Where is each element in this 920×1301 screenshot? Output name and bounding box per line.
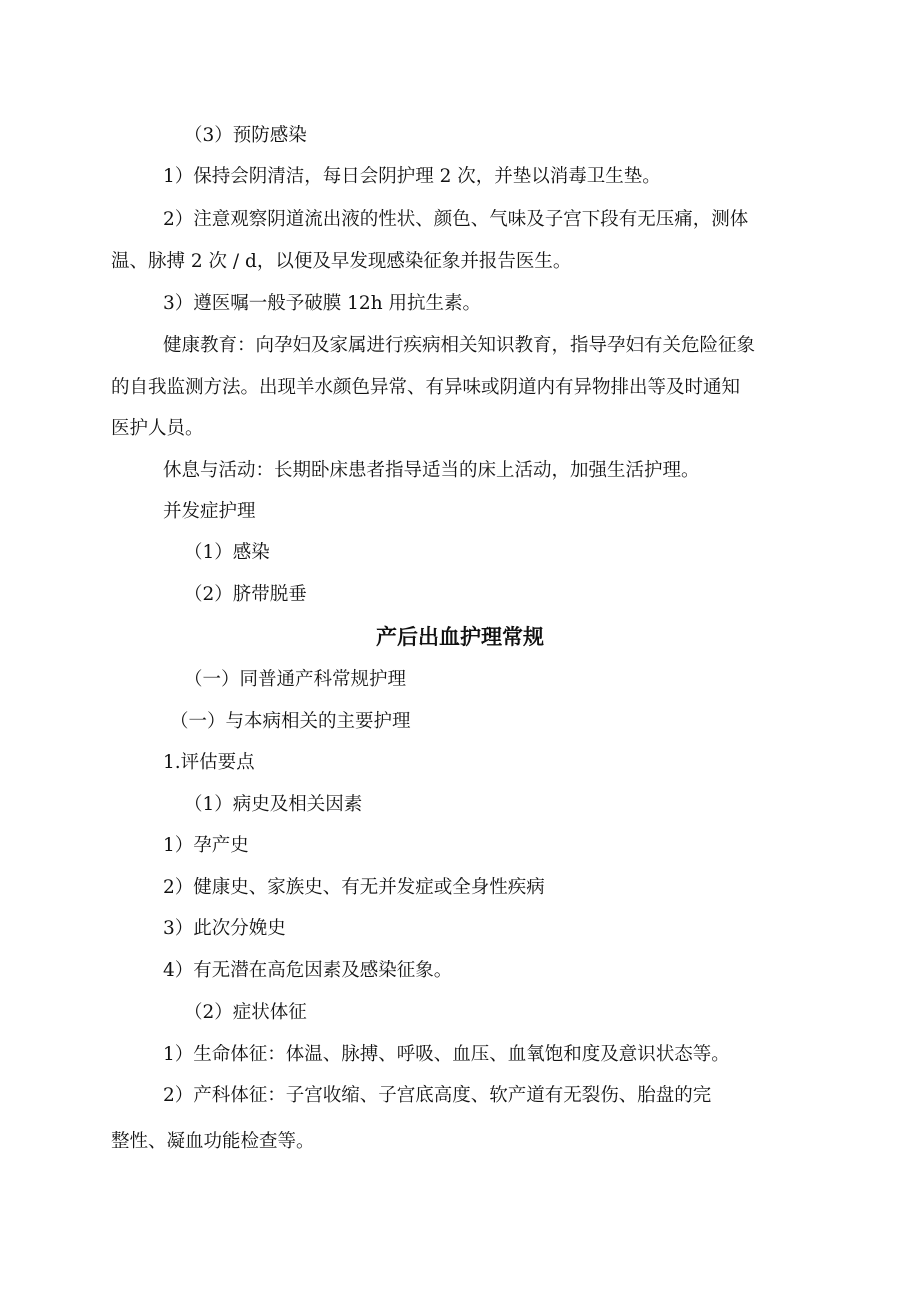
history-item-2: 2）健康史、家族史、有无并发症或全身性疾病 (163, 877, 545, 898)
assessment-title: 1.评估要点 (163, 752, 255, 773)
symptoms-item-2-line-1: 2）产科体征：子宫收缩、子宫底高度、软产道有无裂伤、胎盘的完 (163, 1085, 712, 1106)
history-item-3: 3）此次分娩史 (163, 918, 286, 939)
symptoms-title: （2）症状体征 (184, 1002, 307, 1023)
section-title: 产后出血护理常规 (376, 625, 544, 649)
infection-prevention-item-3: 3）遵医嘱一般予破膜 12h 用抗生素。 (163, 293, 481, 314)
health-education-line-2: 的自我监测方法。出现羊水颜色异常、有异味或阴道内有异物排出等及时通知 (111, 377, 741, 398)
subheading-general-care: （一）同普通产科常规护理 (184, 669, 407, 690)
infection-prevention-item-1: 1）保持会阴清洁，每日会阴护理 2 次，并垫以消毒卫生垫。 (163, 166, 661, 187)
complications-item-2: （2）脐带脱垂 (184, 584, 307, 605)
history-title: （1）病史及相关因素 (184, 794, 363, 815)
subheading-specific-care: （一）与本病相关的主要护理 (170, 711, 411, 732)
history-item-1: 1）孕产史 (163, 835, 249, 856)
history-item-4: 4）有无潜在高危因素及感染征象。 (163, 960, 453, 981)
infection-prevention-item-2-line-2: 温、脉搏 2 次 / d，以便及早发现感染征象并报告医生。 (111, 251, 572, 272)
complications-title: 并发症护理 (163, 501, 256, 522)
rest-activity: 休息与活动：长期卧床患者指导适当的床上活动，加强生活护理。 (163, 460, 700, 481)
health-education-line-3: 医护人员。 (111, 418, 204, 439)
infection-prevention-item-2-line-1: 2）注意观察阴道流出液的性状、颜色、气味及子宫下段有无压痛，测体 (163, 209, 749, 230)
symptoms-item-1: 1）生命体征：体温、脉搏、呼吸、血压、血氧饱和度及意识状态等。 (163, 1044, 730, 1065)
complications-item-1: （1）感染 (184, 542, 270, 563)
infection-prevention-title: （3）预防感染 (184, 125, 307, 146)
symptoms-item-2-line-2: 整性、凝血功能检查等。 (111, 1131, 315, 1152)
health-education-line-1: 健康教育：向孕妇及家属进行疾病相关知识教育，指导孕妇有关危险征象 (163, 335, 756, 356)
